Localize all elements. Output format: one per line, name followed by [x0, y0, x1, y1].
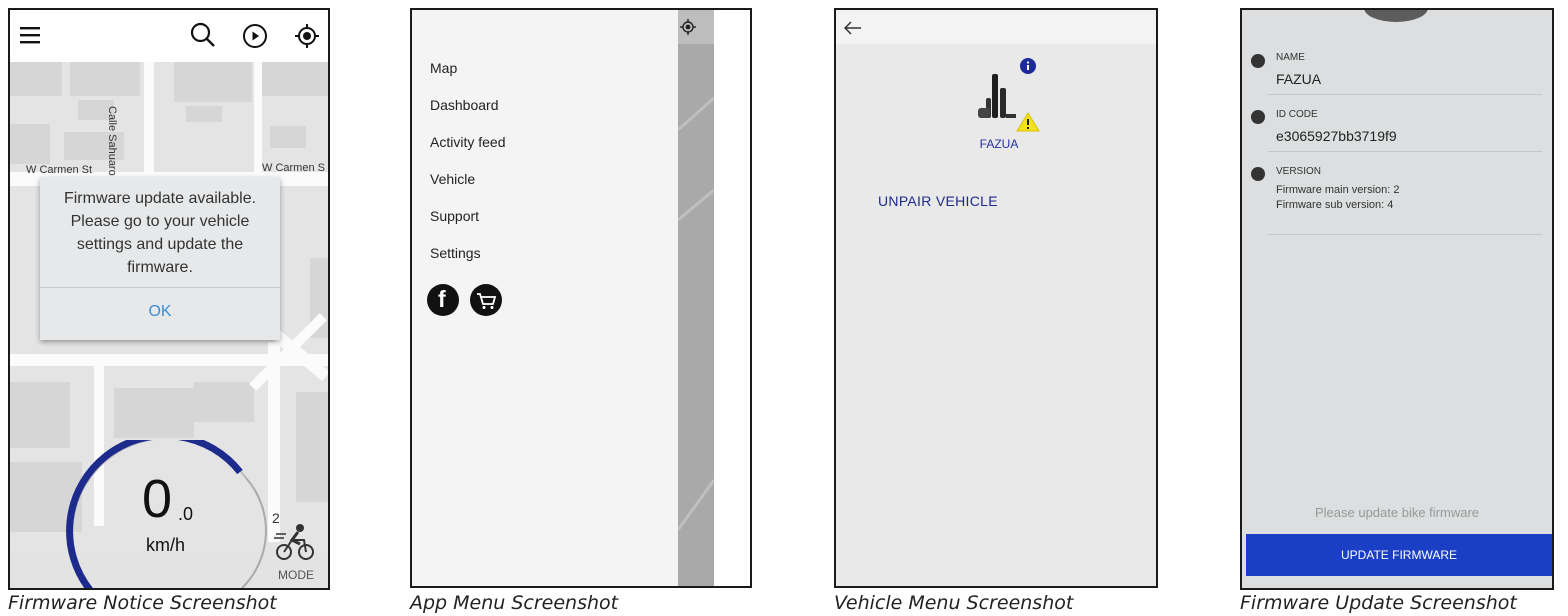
map-block	[10, 382, 70, 448]
street-label-carmen: W Carmen St	[26, 164, 93, 176]
top-app-bar	[10, 10, 328, 62]
map-block	[10, 62, 62, 96]
map-block	[260, 62, 328, 96]
dialog-divider	[40, 287, 280, 288]
menu-item-settings[interactable]: Settings	[430, 245, 481, 261]
mode-label[interactable]: MODE	[278, 568, 314, 582]
version-icon	[1251, 167, 1265, 181]
bike-icon	[1251, 54, 1265, 68]
id-code-label: ID CODE	[1276, 109, 1318, 120]
search-icon[interactable]	[190, 22, 216, 48]
menu-item-support[interactable]: Support	[430, 208, 480, 224]
street-label-sahuaro: Calle Sahuaro	[106, 106, 118, 176]
map-road	[144, 62, 154, 172]
locate-icon[interactable]	[294, 23, 320, 49]
navigation-drawer	[412, 10, 678, 586]
firmware-update-screen	[1240, 8, 1554, 590]
firmware-main-version: Firmware main version: 2	[1276, 184, 1400, 196]
map-block	[114, 388, 194, 438]
app-menu-screen	[410, 8, 752, 588]
caption-app-menu: App Menu Screenshot	[410, 592, 619, 614]
menu-icon[interactable]	[20, 26, 42, 44]
name-value: FAZUA	[1276, 71, 1322, 87]
speed-decimal: .0	[178, 504, 194, 524]
map-block	[70, 62, 140, 96]
firmware-sub-version: Firmware sub version: 4	[1276, 199, 1394, 211]
facebook-icon[interactable]	[427, 284, 459, 316]
shop-cart-icon[interactable]	[470, 284, 502, 316]
street-label-carmen-right: W Carmen S	[262, 162, 325, 174]
speed-unit: km/h	[146, 535, 186, 555]
dialog-line: Please go to your vehicle	[70, 213, 250, 230]
dialog-line: Firmware update available.	[63, 190, 257, 207]
divider	[1268, 94, 1542, 95]
dialog-message	[40, 187, 280, 279]
cart-glyph	[470, 284, 502, 316]
speedometer	[10, 440, 328, 590]
caption-firmware-update: Firmware Update Screenshot	[1240, 592, 1517, 614]
speed-value: 0	[142, 469, 173, 529]
firmware-notice-screen	[8, 8, 330, 590]
update-prompt: Please update bike firmware	[1314, 505, 1480, 520]
divider	[1268, 151, 1542, 152]
menu-item-vehicle[interactable]: Vehicle	[430, 171, 476, 187]
mode-level: 2	[272, 510, 280, 526]
menu-item-activity-feed[interactable]: Activity feed	[430, 134, 506, 150]
vehicle-menu-screen	[834, 8, 1158, 588]
name-label: NAME	[1276, 52, 1305, 63]
menu-item-dashboard[interactable]: Dashboard	[430, 97, 499, 113]
id-card-icon	[1251, 110, 1265, 124]
menu-item-map[interactable]: Map	[430, 60, 458, 76]
map-block	[186, 106, 222, 122]
back-arrow-icon[interactable]	[844, 21, 862, 35]
bike-rider-icon[interactable]	[274, 522, 318, 562]
update-firmware-button[interactable]: UPDATE FIRMWARE	[1246, 534, 1552, 576]
caption-vehicle-menu: Vehicle Menu Screenshot	[834, 592, 1074, 614]
ok-button[interactable]: OK	[148, 303, 172, 320]
scrim-map-lines	[678, 10, 714, 588]
map-road	[254, 62, 262, 172]
dialog-line: settings and update the	[76, 236, 244, 253]
info-icon[interactable]	[1020, 58, 1036, 74]
caption-firmware-notice: Firmware Notice Screenshot	[8, 592, 277, 614]
map-block	[270, 126, 306, 148]
map-block	[10, 124, 50, 164]
vehicle-name: FAZUA	[979, 137, 1019, 151]
unpair-vehicle-button[interactable]: UNPAIR VEHICLE	[878, 193, 998, 209]
dialog-line: firmware.	[127, 259, 193, 276]
header-circle	[1364, 8, 1428, 24]
map-block	[174, 62, 252, 102]
play-icon[interactable]	[242, 23, 268, 49]
divider	[1268, 234, 1542, 235]
facebook-letter: f	[438, 286, 446, 312]
version-label: VERSION	[1276, 166, 1322, 177]
firmware-dialog	[40, 177, 280, 340]
warning-icon	[1016, 112, 1040, 132]
id-code-value: e3065927bb3719f9	[1276, 128, 1397, 144]
speed-arc-right	[242, 478, 266, 588]
top-app-bar	[836, 10, 1156, 44]
map-block	[194, 382, 254, 422]
